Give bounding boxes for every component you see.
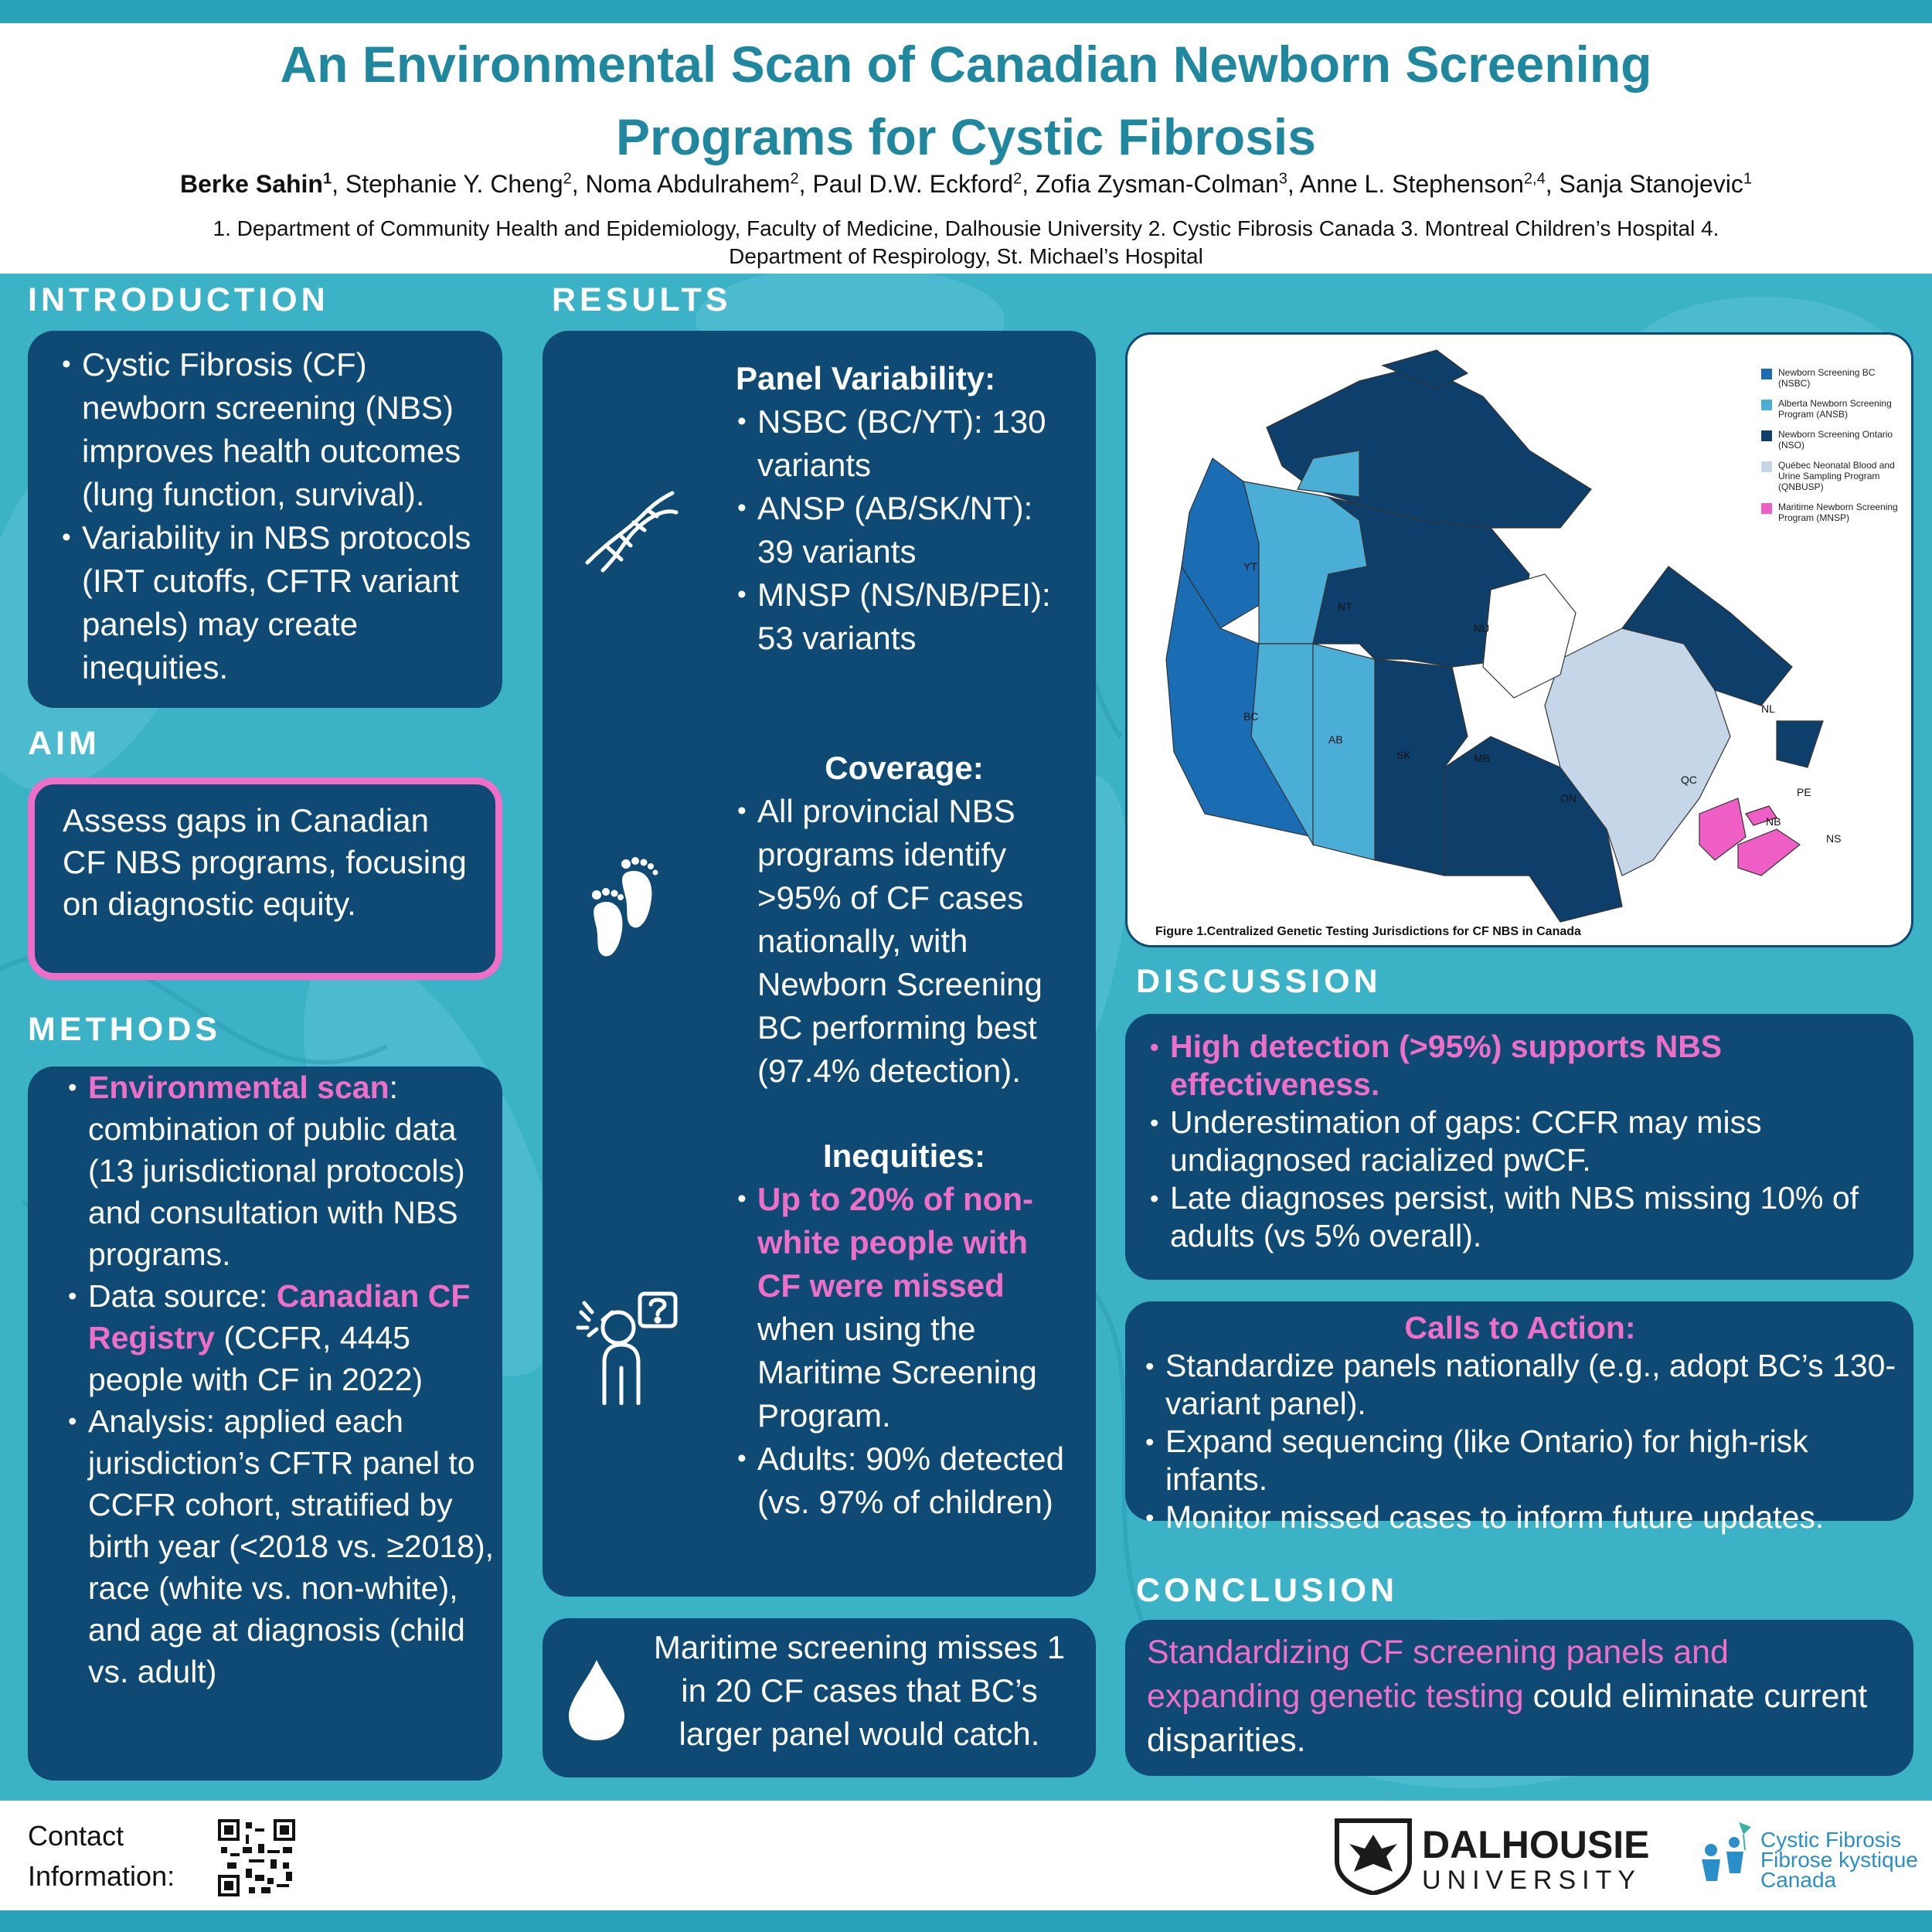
methods-heading: METHODS <box>28 1011 221 1048</box>
conclusion-box <box>1125 1620 1913 1776</box>
introduction-box <box>28 331 502 708</box>
province-label: BC <box>1243 710 1259 723</box>
inequities-section <box>734 1134 1074 1524</box>
province-label: SK <box>1396 749 1411 761</box>
list-item: • Standardize panels nationally (e.g., adopt BC’s 130-variant panel). <box>1142 1347 1898 1423</box>
legend-swatch <box>1761 503 1772 514</box>
contact-label: Contact Information: <box>28 1820 175 1892</box>
province-label: PE <box>1797 786 1811 798</box>
author-name: Berke Sahin <box>180 170 323 198</box>
legend-swatch <box>1761 430 1772 441</box>
bottom-accent-bar <box>0 1910 1932 1932</box>
province-label: ON <box>1560 792 1577 804</box>
province-label: NL <box>1761 702 1775 715</box>
discussion-heading: DISCUSSION <box>1136 963 1382 1000</box>
legend-item: Alberta Newborn Screening Program (ANSB) <box>1761 398 1900 420</box>
list-item: • Late diagnoses persist, with NBS missing 10% of adults (vs 5% overall). <box>1147 1179 1890 1255</box>
conclusion-heading: CONCLUSION <box>1136 1572 1399 1609</box>
list-item: • Up to 20% of non-white people with CF were missed when using the Maritime Screening Program. <box>734 1178 1074 1437</box>
legend-item: Newborn Screening BC (NSBC) <box>1761 367 1900 389</box>
province-label: NS <box>1826 832 1842 845</box>
legend-swatch <box>1761 369 1772 379</box>
methods-box <box>28 1066 502 1781</box>
legend-swatch <box>1761 461 1772 472</box>
poster-header <box>0 23 1932 274</box>
distressed-person-icon <box>573 1289 682 1405</box>
results-box <box>543 331 1096 1597</box>
list-item: • Expand sequencing (like Ontario) for high-risk infants. <box>1142 1423 1898 1498</box>
affiliations: 1. Department of Community Health and Epidemiology, Faculty of Medicine, Dalhousie University 2. Cystic Fibrosis Canada 3. Montreal Children’s Hospital 4. Department of Respirology, St. Michael’s Hospital <box>213 216 1719 268</box>
legend-item: Québec Neonatal Blood and Urine Sampling Program (QNBUSP) <box>1761 460 1900 492</box>
list-item: • Underestimation of gaps: CCFR may miss undiagnosed racialized pwCF. <box>1147 1104 1890 1179</box>
province-label: AB <box>1328 733 1343 746</box>
list-item: • NSBC (BC/YT): 130 variants <box>734 400 1074 487</box>
top-accent-bar <box>0 0 1932 23</box>
cf-canada-logo-icon <box>1697 1819 1759 1893</box>
province-label: QC <box>1681 774 1697 786</box>
map-figure <box>1125 332 1913 947</box>
conclusion-text: could eliminate current disparities. <box>1147 1678 1868 1759</box>
list-item: • Data source: Canadian CF Registry (CCFR, 4445 people with CF in 2022) <box>65 1275 495 1400</box>
introduction-heading: INTRODUCTION <box>28 281 329 318</box>
coverage-heading: Coverage: <box>825 750 984 786</box>
dalhousie-subtitle: UNIVERSITY <box>1422 1866 1642 1895</box>
legend-item: Newborn Screening Ontario (NSO) <box>1761 429 1900 451</box>
list-item: • Monitor missed cases to inform future updates. <box>1142 1498 1898 1536</box>
calls-to-action-box <box>1125 1301 1913 1535</box>
map-legend <box>1761 367 1900 532</box>
list-item: • Adults: 90% detected (vs. 97% of children) <box>734 1437 1074 1524</box>
aim-box <box>28 777 502 980</box>
dna-icon <box>580 485 680 578</box>
cf-canada-wordmark: Cystic Fibrosis Fibrose kystique Canada <box>1760 1828 1918 1892</box>
province-label: YT <box>1243 560 1257 573</box>
qr-code[interactable] <box>218 1819 295 1896</box>
author-name: Stephanie Y. Cheng <box>345 170 563 198</box>
list-item: • Cystic Fibrosis (CF) newborn screening (NBS) improves health outcomes (lung function, survival). <box>59 343 492 516</box>
callout-text: Maritime screening misses 1 in 20 CF cases that BC’s larger panel would catch. <box>653 1629 1066 1752</box>
inequities-heading: Inequities: <box>822 1138 986 1174</box>
author-name: Sanja Stanojevic <box>1559 170 1743 198</box>
list-item: • All provincial NBS programs identify >95% of CF cases nationally, with Newborn Screening BC performing best (97.4% detection). <box>734 790 1074 1093</box>
discussion-box <box>1125 1014 1913 1280</box>
figure-caption: Figure 1.Centralized Genetic Testing Jurisdictions for CF NBS in Canada <box>1155 925 1581 938</box>
aim-heading: AIM <box>28 725 100 762</box>
province-label: NT <box>1338 600 1352 613</box>
list-item: • ANSP (AB/SK/NT): 39 variants <box>734 487 1074 573</box>
aim-text: Assess gaps in Canadian CF NBS programs, focusing on diagnostic equity. <box>63 802 467 922</box>
calls-heading: Calls to Action: <box>1404 1310 1636 1345</box>
author-name: Zofia Zysman-Colman <box>1036 170 1279 198</box>
conclusion-highlight: Standardizing CF screening panels and expanding genetic testing <box>1147 1634 1729 1715</box>
province-label: NB <box>1766 815 1781 828</box>
province-label: MB <box>1474 752 1490 764</box>
list-item: • Variability in NBS protocols (IRT cutoffs, CFTR variant panels) may create inequities. <box>59 516 492 689</box>
author-list: Berke Sahin$^1$, Stephanie Y. Cheng$^2$, Noma Abdulrahem$^2$, Paul D.W. Eckford$^2$, Zofia Zysman-Colman$^3$, Anne L. Stephenson$^{2,4}$, Sanja Stanojevic$^1$ <box>180 170 1752 198</box>
list-item: • MNSP (NS/NB/PEI): 53 variants <box>734 573 1074 660</box>
baby-feet-icon <box>586 856 671 964</box>
province-label: NU <box>1474 622 1490 634</box>
author-name: Noma Abdulrahem <box>585 170 791 198</box>
list-item: • High detection (>95%) supports NBS effectiveness. <box>1147 1028 1890 1104</box>
dalhousie-wordmark: DALHOUSIE <box>1422 1823 1650 1866</box>
results-callout-box <box>543 1618 1096 1777</box>
legend-item: Maritime Newborn Screening Program (MNSP) <box>1761 502 1900 523</box>
legend-swatch <box>1761 400 1772 410</box>
author-name: Anne L. Stephenson <box>1299 170 1524 198</box>
footer <box>0 1801 1932 1910</box>
coverage-section <box>734 747 1074 1093</box>
dalhousie-shield-logo <box>1331 1818 1416 1895</box>
results-heading: RESULTS <box>552 281 732 318</box>
poster-title: An Environmental Scan of Canadian Newborn Screening Programs for Cystic Fibrosis <box>280 36 1652 165</box>
panel-variability <box>734 357 1074 660</box>
panel-heading: Panel Variability: <box>736 360 996 396</box>
author-name: Paul D.W. Eckford <box>812 170 1014 198</box>
droplet-icon <box>566 1657 628 1743</box>
list-item: • Environmental scan: combination of public data (13 jurisdictional protocols) and consultation with NBS programs. <box>65 1066 495 1275</box>
list-item: • Analysis: applied each jurisdiction’s CFTR panel to CCFR cohort, stratified by birth year (<2018 vs. ≥2018), race (white vs. non-white), and age at diagnosis (child vs. adult) <box>65 1400 495 1692</box>
